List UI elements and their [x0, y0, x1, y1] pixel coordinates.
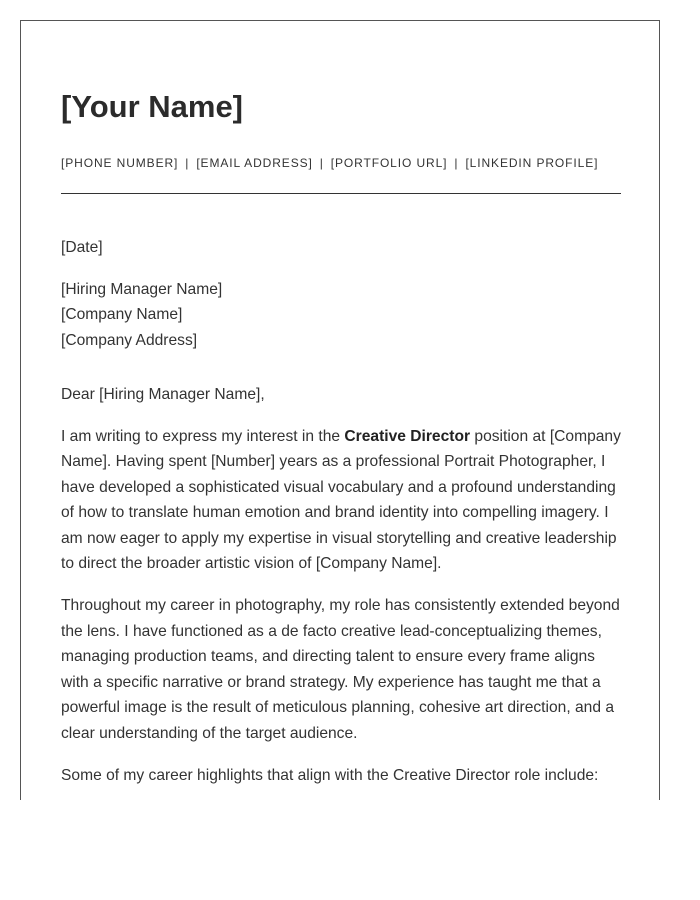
salutation: Dear [Hiring Manager Name], — [61, 386, 265, 403]
phone-number: [PHONE NUMBER] — [61, 156, 179, 170]
letter-page — [20, 20, 660, 800]
role-title: Creative Director — [344, 427, 471, 445]
email-address: [EMAIL ADDRESS] — [196, 156, 313, 170]
paragraph-3: Some of my career highlights that align with the Creative Director role include: — [61, 766, 599, 784]
paragraph-1-intro: I am writing to express my interest in the — [61, 427, 345, 445]
recipient-company: [Company Name] — [61, 306, 183, 323]
paragraph-1-rest: position at [Company Name]. Having spent [Number] years as a professional Portrait Photographer, I have developed a sophisticated visual vocabulary and a profound understanding of how to translate human emotion and brand identity into compelling imagery. I am now eager to apply my expertise in visual storytelling and creative leadership to direct the broader artistic vision of [Company Name]. — [61, 427, 621, 572]
header-divider — [61, 193, 621, 194]
recipient-manager: [Hiring Manager Name] — [61, 280, 223, 298]
letter-date: [Date] — [61, 239, 103, 256]
recipient-address: [Company Address] — [61, 331, 198, 349]
contact-line — [61, 155, 598, 171]
contact-separator: | — [319, 156, 324, 170]
paragraph-2: Throughout my career in photography, my role has consistently extended beyond the lens. I have functioned as a de facto creative lead-conceptualizing themes, managing production teams, and directing talent to ensure every frame aligns with a specific narrative or brand strategy. My experience has taught me that a powerful image is the result of meticulous planning, cohesive art direction, and a clear understanding of the target audience. — [61, 597, 620, 742]
portfolio-url: [PORTFOLIO URL] — [330, 156, 448, 170]
linkedin-profile: [LINKEDIN PROFILE] — [465, 156, 599, 170]
letter-body — [61, 235, 623, 800]
paragraph-1 — [61, 424, 623, 577]
recipient-block — [61, 277, 623, 354]
applicant-name: [Your Name] — [61, 89, 244, 124]
contact-separator: | — [185, 156, 190, 170]
contact-separator: | — [454, 156, 459, 170]
